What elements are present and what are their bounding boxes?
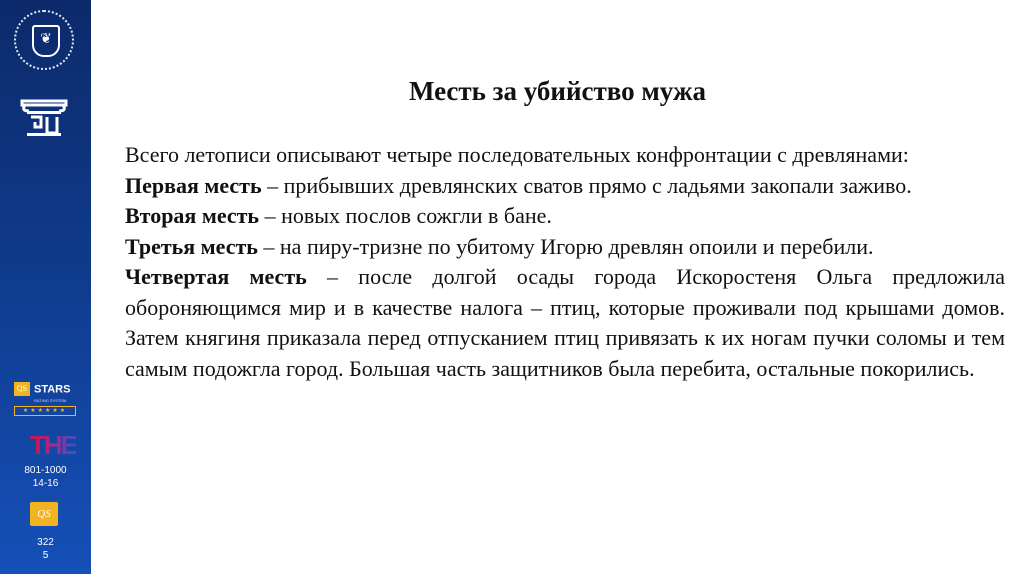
qs-stars-badge <box>14 380 76 416</box>
item-text: – прибывших древлянских сватов прямо с ладьями закопали заживо. <box>261 172 912 198</box>
revenge-item-3 <box>125 232 1005 263</box>
item-label: Вторая месть <box>125 203 260 228</box>
sidebar <box>0 0 91 574</box>
slide-title: Месть за убийство мужа <box>408 76 707 106</box>
stars-rating: ★★★★★★ <box>14 406 76 416</box>
slide-body <box>125 140 1005 384</box>
qs-logo: QS <box>30 502 58 526</box>
qs-year: 5 <box>42 550 49 561</box>
revenge-item-2 <box>125 201 1005 232</box>
stars-title: STARS <box>34 383 71 396</box>
qs-rank: 322 <box>37 537 54 548</box>
the-logo: THE <box>30 430 76 460</box>
the-year: 14-16 <box>32 478 59 489</box>
item-label: Четвертая месть <box>125 264 307 289</box>
item-text: – на пиру-тризне по убитому Игорю древлян опоили и перебили. <box>257 233 874 259</box>
item-label: Третья месть <box>125 233 258 259</box>
item-text: – после долгой осады города Искоростеня Ольга предложила обороняющимся мир и в качестве налога – птиц, которые проживали под крышами домов. Затем княгиня приказала перед отпусканием птиц привязать к их ногам пучки соломы и тем самым подожгла город. Большая часть защитников была перебита, остальные покорились. <box>125 264 1006 381</box>
university-emblem-icon: ❦ <box>14 10 74 70</box>
intro-paragraph: Всего летописи описывают четыре последовательных конфронтации с древлянами: <box>125 142 909 167</box>
item-label: Первая месть <box>125 172 262 198</box>
column-logo-icon <box>19 97 69 137</box>
stars-subtitle: RATING SYSTEM <box>34 398 67 403</box>
qs-stars-logo: QS <box>14 382 30 396</box>
revenge-item-4 <box>125 262 1005 384</box>
revenge-item-1 <box>125 171 1005 202</box>
the-rank: 801-1000 <box>24 465 67 476</box>
item-text: – новых послов сожгли в бане. <box>259 203 552 228</box>
